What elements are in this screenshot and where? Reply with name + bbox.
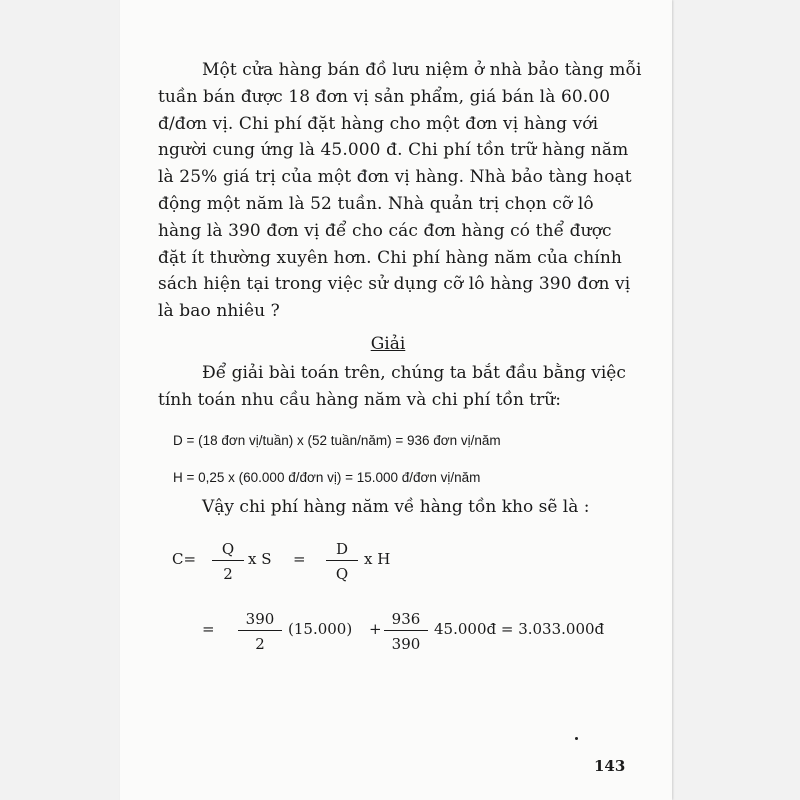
solution-heading: Giải bbox=[370, 334, 406, 354]
fraction-numerator: 936 bbox=[384, 610, 428, 631]
intro-line: Để giải bài toán trên, chúng ta bắt đầu bằng việc bbox=[202, 363, 626, 383]
page-number: 143 bbox=[594, 757, 626, 775]
problem-line: là 25% giá trị của một đơn vị hàng. Nhà bảo tàng hoạt bbox=[158, 167, 632, 188]
fraction-denominator: 390 bbox=[391, 635, 421, 653]
solution-intro bbox=[158, 360, 626, 414]
holding-cost-calculation: H = 0,25 x (60.000 đ/đơn vị) = 15.000 đ/đơn vị/năm bbox=[173, 470, 481, 485]
formula-fraction-q-over-2 bbox=[212, 540, 244, 583]
result-fraction-390-over-2 bbox=[238, 610, 282, 653]
result-equals: = bbox=[202, 620, 215, 638]
problem-line: Một cửa hàng bán đồ lưu niệm ở nhà bảo tàng mỗi bbox=[202, 60, 642, 80]
fraction-numerator: D bbox=[326, 540, 358, 561]
fraction-numerator: Q bbox=[212, 540, 244, 561]
problem-line: là bao nhiêu ? bbox=[158, 301, 280, 322]
demand-calculation: D = (18 đơn vị/tuần) x (52 tuần/năm) = 936 đơn vị/năm bbox=[173, 433, 501, 448]
problem-line: hàng là 390 đơn vị để cho các đơn hàng có thể được bbox=[158, 220, 612, 241]
problem-line: đặt ít thường xuyên hơn. Chi phí hàng năm của chính bbox=[158, 247, 622, 268]
problem-line: người cung ứng là 45.000 đ. Chi phí tồn trữ hàng năm bbox=[158, 140, 629, 161]
ink-speck bbox=[575, 737, 578, 740]
result-term-ordering-cost: (15.000) bbox=[288, 620, 353, 638]
fraction-denominator: Q bbox=[335, 565, 349, 583]
formula-equals: = bbox=[293, 550, 306, 568]
formula-fraction-d-over-q bbox=[326, 540, 358, 583]
result-term-total: 45.000đ = 3.033.000đ bbox=[434, 620, 605, 638]
result-plus: + bbox=[369, 620, 382, 638]
formula-times-h: x H bbox=[364, 550, 391, 568]
formula-times-s: x S bbox=[248, 550, 272, 568]
fraction-denominator: 2 bbox=[223, 565, 233, 583]
fraction-denominator: 2 bbox=[255, 635, 265, 653]
result-fraction-936-over-390 bbox=[384, 610, 428, 653]
conclusion-text: Vậy chi phí hàng năm về hàng tồn kho sẽ là : bbox=[202, 497, 590, 517]
problem-line: đ/đơn vị. Chi phí đặt hàng cho một đơn vị hàng với bbox=[158, 113, 599, 134]
formula-c-label: C= bbox=[172, 550, 197, 568]
problem-paragraph bbox=[158, 57, 642, 325]
fraction-numerator: 390 bbox=[238, 610, 282, 631]
problem-line: sách hiện tại trong việc sử dụng cỡ lô hàng 390 đơn vị bbox=[158, 274, 631, 295]
intro-line: tính toán nhu cầu hàng năm và chi phí tồn trữ: bbox=[158, 390, 561, 410]
problem-line: động một năm là 52 tuần. Nhà quản trị chọn cỡ lô bbox=[158, 193, 594, 214]
problem-line: tuần bán được 18 đơn vị sản phẩm, giá bán là 60.00 bbox=[158, 86, 611, 107]
